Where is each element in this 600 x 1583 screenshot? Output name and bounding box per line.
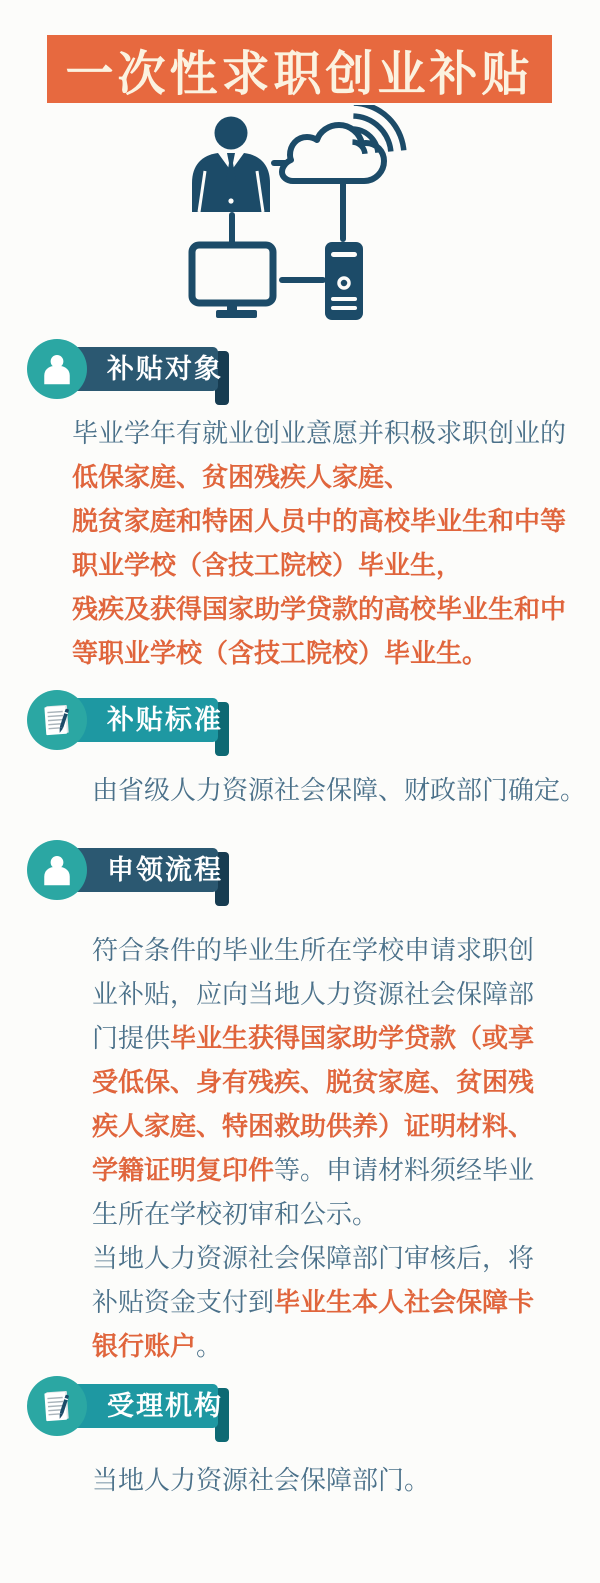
text-line: [92, 1060, 600, 1104]
emphasis-text: 疾人家庭、特困救助供养）证明材料、: [92, 1111, 535, 1141]
text-line: [92, 768, 600, 812]
section-body: [0, 1458, 600, 1502]
text-line: [92, 1192, 600, 1236]
text-line: [92, 1016, 600, 1060]
page-title: 一次性求职创业补贴: [65, 47, 534, 101]
section-header-application-process: [27, 840, 587, 904]
body-text: 补贴资金支付到: [92, 1287, 275, 1317]
text-line: [72, 455, 600, 499]
emphasis-text: 职业学校（含技工院校）毕业生，: [72, 550, 463, 580]
text-line: [92, 928, 600, 972]
text-line: [72, 499, 600, 543]
businessman-icon: [192, 117, 270, 213]
text-line: [72, 411, 600, 455]
section-title: 受理机构: [107, 1391, 223, 1421]
text-line: [92, 1458, 600, 1502]
title-banner: [47, 35, 552, 103]
network-illustration: [178, 105, 413, 332]
section-body: [0, 768, 600, 812]
document-icon: [27, 690, 87, 750]
section-title: 申领流程: [107, 855, 223, 885]
section-header-subsidy-recipients: [27, 339, 587, 403]
emphasis-text: 受低保、身有残疾、脱贫家庭、贫困残: [92, 1067, 535, 1097]
emphasis-text: 银行账户: [92, 1331, 197, 1361]
text-line: [92, 1104, 600, 1148]
emphasis-text: 脱贫家庭和特困人员中的高校毕业生和中等: [72, 506, 567, 536]
section-title: 补贴标准: [107, 705, 223, 735]
server-icon: [325, 242, 363, 320]
body-text: 门提供: [92, 1023, 171, 1053]
text-line: [72, 587, 600, 631]
emphasis-text: 毕业生本人社会保障卡: [274, 1287, 535, 1317]
body-text: 等。申请材料须经毕业: [274, 1155, 535, 1185]
section-title: 补贴对象: [107, 354, 223, 384]
emphasis-text: 等职业学校（含技工院校）毕业生。: [72, 638, 489, 668]
body-text: 业补贴，应向当地人力资源社会保障部: [92, 979, 535, 1009]
body-text: 毕业学年有就业创业意愿并积极求职创业的: [72, 418, 567, 448]
section-body: [0, 928, 600, 1368]
monitor-icon: [192, 245, 273, 318]
person-icon: [27, 339, 87, 399]
text-line: [92, 1236, 600, 1280]
person-icon: [27, 840, 87, 900]
section-header-subsidy-standard: [27, 690, 587, 754]
text-line: [92, 1280, 600, 1324]
body-text: 当地人力资源社会保障部门审核后，将: [92, 1243, 535, 1273]
section-body: [0, 411, 600, 675]
text-line: [92, 972, 600, 1016]
body-text: 由省级人力资源社会保障、财政部门确定。: [92, 775, 587, 805]
emphasis-text: 残疾及获得国家助学贷款的高校毕业生和中: [72, 594, 567, 624]
text-line: [72, 631, 600, 675]
emphasis-text: 低保家庭、贫困残疾人家庭、: [72, 462, 411, 492]
document-icon: [27, 1376, 87, 1436]
emphasis-text: 毕业生获得国家助学贷款（或享: [170, 1023, 535, 1053]
body-text: 。: [196, 1331, 223, 1361]
body-text: 符合条件的毕业生所在学校申请求职创: [92, 935, 535, 965]
body-text: 生所在学校初审和公示。: [92, 1199, 379, 1229]
text-line: [92, 1324, 600, 1368]
section-header-accepting-agency: [27, 1376, 587, 1440]
emphasis-text: 学籍证明复印件: [92, 1155, 275, 1185]
text-line: [72, 543, 600, 587]
body-text: 当地人力资源社会保障部门。: [92, 1465, 431, 1495]
text-line: [92, 1148, 600, 1192]
